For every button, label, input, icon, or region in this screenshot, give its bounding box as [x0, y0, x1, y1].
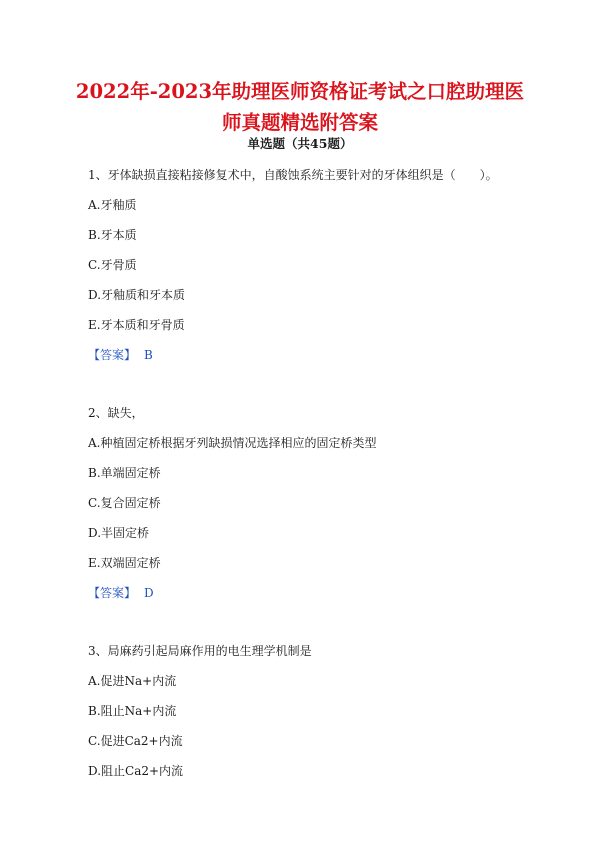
document-title — [60, 76, 540, 138]
answer-value: B — [144, 348, 153, 362]
answer-value: D — [144, 586, 154, 600]
question-1-option-a: A.牙釉质 — [88, 198, 137, 212]
section-heading: 单选题（共45题） — [247, 136, 353, 151]
answer-label: 【答案】 — [88, 586, 137, 600]
question-1-option-b: B.牙本质 — [88, 228, 137, 242]
question-3-stem: 3、局麻药引起局麻作用的电生理学机制是 — [88, 644, 312, 658]
title-line-1: 2022年-2023年助理医师资格证考试之口腔助理医 — [75, 80, 525, 103]
question-1-option-d: D.牙釉质和牙本质 — [88, 288, 186, 302]
question-2-option-e: E.双端固定桥 — [88, 556, 161, 570]
answer-label: 【答案】 — [88, 348, 137, 362]
title-line-2: 师真题精选附答案 — [221, 111, 378, 134]
question-2-option-d: D.半固定桥 — [88, 526, 150, 540]
question-2-answer — [88, 584, 154, 601]
question-1-stem: 1、牙体缺损直接粘接修复术中，自酸蚀系统主要针对的牙体组织是（ ）。 — [88, 168, 498, 182]
question-2-option-b: B.单端固定桥 — [88, 466, 161, 480]
question-2-option-a: A.种植固定桥根据牙列缺损情况选择相应的固定桥类型 — [88, 436, 377, 450]
question-3-option-c: C.促进Ca2+内流 — [88, 734, 183, 748]
question-3-option-b: B.阻止Na+内流 — [88, 704, 177, 718]
question-3-option-d: D.阻止Ca2+内流 — [88, 764, 184, 778]
question-2-option-c: C.复合固定桥 — [88, 496, 161, 510]
question-1-option-e: E.牙本质和牙骨质 — [88, 318, 185, 332]
question-2-stem: 2、缺失， — [88, 406, 144, 420]
question-1-answer — [88, 346, 153, 363]
question-3-option-a: A.促进Na+内流 — [88, 674, 177, 688]
question-1-option-c: C.牙骨质 — [88, 258, 137, 272]
